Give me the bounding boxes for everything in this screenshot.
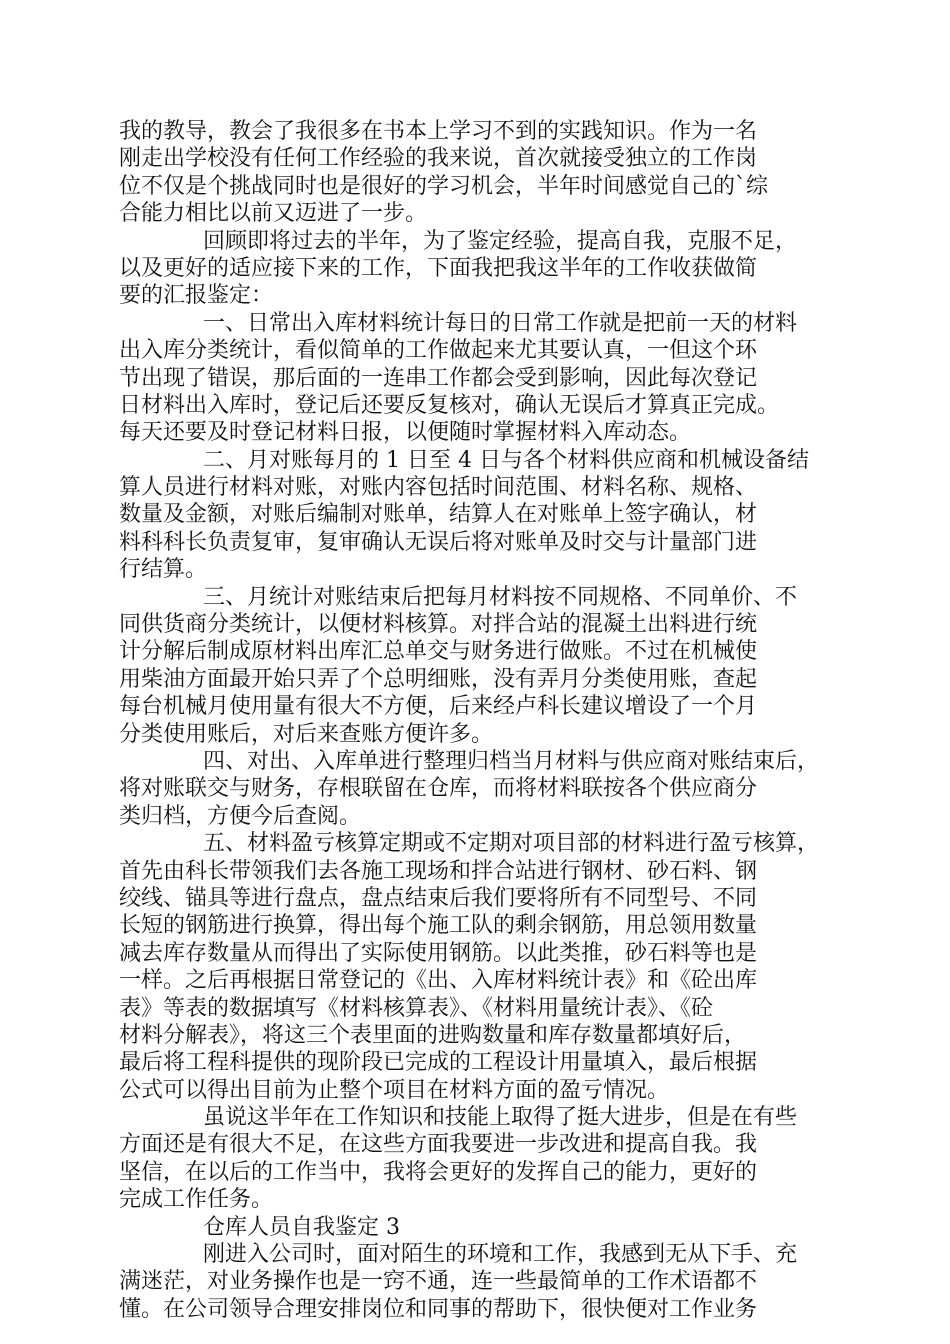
paragraph [119, 447, 839, 584]
text-line: 完成工作任务。 [119, 1187, 274, 1213]
text-line: 回顾即将过去的半年，为了鉴定经验，提高自我，克服不足， [203, 228, 798, 254]
text-line: 最后将工程科提供的现阶段已完成的工程设计用量填入，最后根据 [119, 1050, 758, 1076]
text-line: 出入库分类统计，看似简单的工作做起来尤其要认真，一但这个环 [119, 338, 758, 364]
paragraph [119, 584, 839, 748]
text-line: 一样。之后再根据日常登记的《出、入库材料统计表》和《砼出库 [119, 968, 758, 994]
paragraph [119, 1241, 839, 1323]
paragraph [119, 830, 839, 1104]
text-line: 用柴油方面最开始只弄了个总明细账，没有弄月分类使用账，查起 [119, 666, 758, 692]
text-line: 仓库人员自我鉴定 3 [203, 1214, 400, 1240]
paragraph [119, 748, 839, 830]
text-line: 以及更好的适应接下来的工作，下面我把我这半年的工作收获做简 [119, 255, 758, 281]
text-line: 二、月对账每月的 1 日至 4 日与各个材料供应商和机械设备结 [203, 447, 809, 473]
text-line: 每台机械月使用量有很大不方便，后来经卢科长建议增设了一个月 [119, 694, 758, 720]
text-line: 合能力相比以前又迈进了一步。 [119, 201, 428, 227]
text-line: 同供货商分类统计，以便材料核算。对拌合站的混凝土出料进行统 [119, 612, 758, 638]
paragraph [119, 310, 839, 447]
text-line: 方面还是有很大不足，在这些方面我要进一步改进和提高自我。我 [119, 1132, 758, 1158]
text-line: 绞线、锚具等进行盘点，盘点结束后我们要将所有不同型号、不同 [119, 885, 758, 911]
text-line: 类归档，方便今后查阅。 [119, 803, 362, 829]
text-line: 计分解后制成原材料出库汇总单交与财务进行做账。不过在机械使 [119, 639, 758, 665]
text-line: 坚信，在以后的工作当中，我将会更好的发挥自己的能力，更好的 [119, 1159, 758, 1185]
text-line: 每天还要及时登记材料日报，以便随时掌握材料入库动态。 [119, 420, 692, 446]
text-line: 我的教导，教会了我很多在书本上学习不到的实践知识。作为一名 [119, 119, 758, 144]
text-line: 五、材料盈亏核算定期或不定期对项目部的材料进行盈亏核算， [203, 831, 820, 857]
text-line: 一、日常出入库材料统计每日的日常工作就是把前一天的材料 [203, 310, 798, 336]
text-line: 三、月统计对账结束后把每月材料按不同规格、不同单价、不 [203, 584, 798, 610]
text-line: 虽说这半年在工作知识和技能上取得了挺大进步，但是在有些 [203, 1105, 798, 1131]
text-line: 数量及金额，对账后编制对账单，结算人在对账单上签字确认，材 [119, 502, 758, 528]
text-line: 首先由科长带领我们去各施工现场和拌合站进行钢材、砂石料、钢 [119, 858, 758, 884]
text-line: 节出现了错误，那后面的一连串工作都会受到影响，因此每次登记 [119, 365, 758, 391]
document-body [119, 118, 839, 1323]
text-line: 刚进入公司时，面对陌生的环境和工作，我感到无从下手、充 [203, 1242, 798, 1268]
text-line: 满迷茫，对业务操作也是一窍不通，连一些最简单的工作术语都不 [119, 1269, 758, 1295]
text-line: 行结算。 [119, 557, 208, 583]
text-line: 日材料出入库时，登记后还要反复核对，确认无误后才算真正完成。 [119, 392, 780, 418]
text-line: 分类使用账后，对后来查账方便许多。 [119, 721, 494, 747]
text-line: 表》等表的数据填写《材料核算表》、《材料用量统计表》、《砼 [119, 995, 714, 1021]
text-line: 要的汇报鉴定： [119, 283, 274, 309]
text-line: 长短的钢筋进行换算，得出每个施工队的剩余钢筋，用总领用数量 [119, 913, 758, 939]
text-line: 四、对出、入库单进行整理归档当月材料与供应商对账结束后， [203, 748, 820, 774]
paragraph [119, 118, 839, 228]
paragraph [119, 228, 839, 310]
text-line: 减去库存数量从而得出了实际使用钢筋。以此类推，砂石料等也是 [119, 940, 758, 966]
text-line: 懂。在公司领导合理安排岗位和同事的帮助下，很快便对工作业务 [119, 1296, 758, 1322]
text-line: 料科科长负责复审，复审确认无误后将对账单及时交与计量部门进 [119, 529, 758, 555]
text-line: 算人员进行材料对账，对账内容包括时间范围、材料名称、规格、 [119, 475, 758, 501]
paragraph [119, 1214, 839, 1241]
text-line: 材料分解表》，将这三个表里面的进购数量和库存数量都填好后， [119, 1022, 747, 1048]
text-line: 将对账联交与财务，存根联留在仓库，而将材料联按各个供应商分 [119, 776, 758, 802]
text-line: 公式可以得出目前为止整个项目在材料方面的盈亏情况。 [119, 1077, 670, 1103]
paragraph [119, 1104, 839, 1214]
text-line: 位不仅是个挑战同时也是很好的学习机会，半年时间感觉自己的`综 [119, 173, 769, 199]
text-line: 刚走出学校没有任何工作经验的我来说，首次就接受独立的工作岗 [119, 146, 758, 172]
